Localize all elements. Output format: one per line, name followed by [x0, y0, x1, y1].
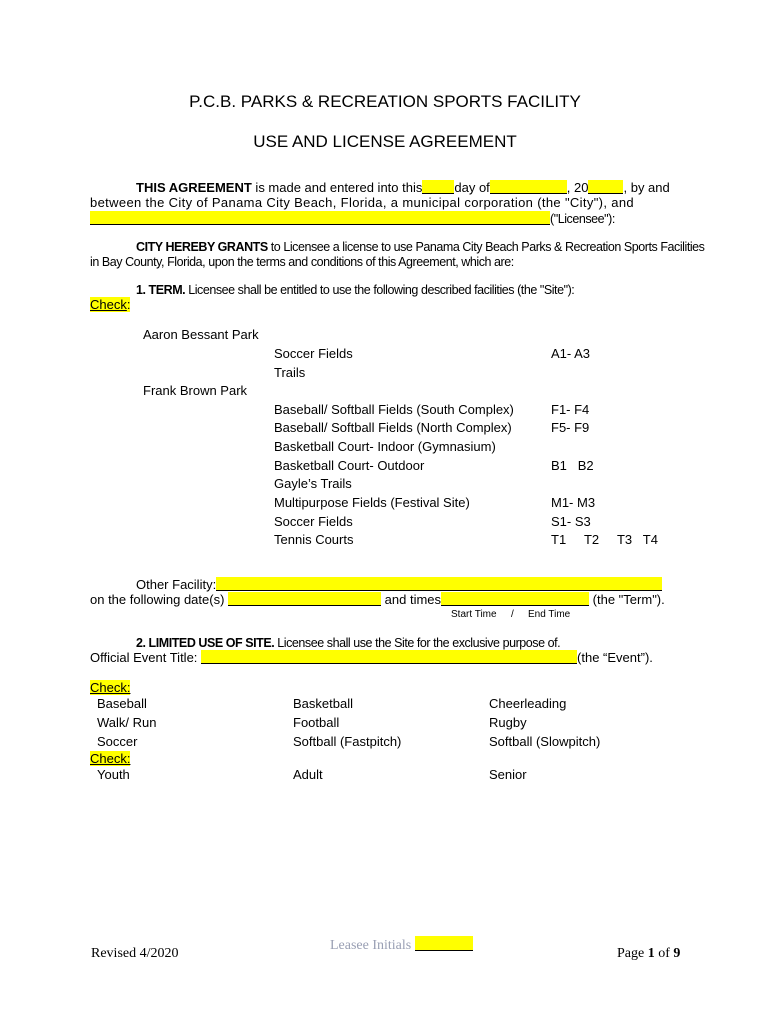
page-subtitle: USE AND LICENSE AGREEMENT [253, 132, 517, 151]
age-option[interactable]: Youth [97, 767, 130, 782]
facility-code: B1 B2 [551, 458, 594, 473]
park-name: Frank Brown Park [143, 383, 248, 398]
other-facility-label: Other Facility: [136, 577, 217, 592]
page-title: P.C.B. PARKS & RECREATION SPORTS FACILITY [189, 92, 581, 111]
month-field[interactable] [490, 180, 567, 194]
sports-check [90, 680, 130, 696]
limited-heading: 2. LIMITED USE OF SITE. [136, 636, 275, 650]
grants-text-1: to Licensee a license to use Panama City Beach Parks & Recreation Sports Facilities [267, 240, 705, 254]
dates-label: on the following date(s) [90, 592, 225, 607]
term-label: (the "Term"). [592, 592, 665, 607]
facility-code: A1- A3 [551, 346, 591, 361]
facility-code: M1- M3 [551, 495, 596, 510]
term-line [136, 282, 574, 298]
facility-name: Tennis Courts [274, 532, 354, 547]
dates-line [90, 592, 665, 608]
intro-lead: THIS AGREEMENT [136, 180, 252, 195]
intro-part4: , by and [623, 180, 670, 195]
facility-name: Soccer Fields [274, 346, 353, 361]
page-of: of [654, 946, 674, 961]
page-number [617, 946, 680, 962]
facility-name: Basketball Court- Outdoor [274, 458, 425, 473]
sport-option[interactable]: Basketball [293, 696, 353, 711]
sport-option[interactable]: Soccer [97, 734, 138, 749]
event-suffix: (the “Event”). [577, 650, 653, 665]
ages-check-label: Check: [90, 751, 131, 766]
start-time-caption: Start Time [451, 609, 497, 620]
age-option[interactable]: Senior [489, 767, 527, 782]
sport-option[interactable]: Walk/ Run [97, 715, 157, 730]
initials-line [330, 936, 473, 954]
sports-check-label: Check: [90, 680, 131, 695]
other-facility-field[interactable] [216, 577, 662, 591]
other-facility-line [136, 577, 662, 593]
limited-text: Licensee shall use the Site for the exclusive purpose of. [274, 636, 561, 650]
dates-field[interactable] [228, 592, 381, 606]
facility-name: Trails [274, 365, 306, 380]
facility-name: Multipurpose Fields (Festival Site) [274, 495, 470, 510]
term-heading: 1. TERM. [136, 283, 186, 297]
initials-label: Leasee Initials [330, 938, 412, 953]
facility-name: Soccer Fields [274, 514, 353, 529]
intro-part1: is made and entered into this [251, 180, 423, 195]
facility-name: Basketball Court- Indoor (Gymnasium) [274, 439, 496, 454]
time-slash: / [511, 609, 514, 620]
intro-part3: , 20 [566, 180, 589, 195]
term-check-label: Check [90, 297, 127, 312]
facility-name: Baseball/ Softball Fields (North Complex) [274, 420, 512, 435]
limited-line [136, 635, 560, 651]
park-name: Aaron Bessant Park [143, 327, 259, 342]
page-total: 9 [673, 946, 681, 961]
times-field[interactable] [441, 592, 589, 606]
sport-option[interactable]: Rugby [489, 715, 527, 730]
facility-name: Gayle’s Trails [274, 476, 352, 491]
page-current: 1 [647, 946, 655, 961]
year-field[interactable] [588, 180, 623, 194]
term-check: Check: [90, 297, 131, 312]
facility-code: T1 T2 T3 T4 [551, 532, 658, 547]
facility-name: Baseball/ Softball Fields (South Complex) [274, 402, 514, 417]
sport-option[interactable]: Baseball [97, 696, 147, 711]
intro-line-1 [136, 180, 670, 196]
day-field[interactable] [422, 180, 454, 194]
initials-field[interactable] [415, 936, 473, 951]
end-time-caption: End Time [528, 609, 571, 620]
licensee-name-field[interactable] [90, 211, 550, 225]
revised-date: Revised 4/2020 [91, 946, 179, 961]
event-title-label: Official Event Title: [90, 650, 198, 665]
page-prefix: Page [617, 946, 648, 961]
ages-check [90, 751, 130, 767]
sport-option[interactable]: Cheerleading [489, 696, 567, 711]
facility-code: F1- F4 [551, 402, 590, 417]
facility-code: S1- S3 [551, 514, 591, 529]
facility-code: F5- F9 [551, 420, 590, 435]
sport-option[interactable]: Football [293, 715, 340, 730]
intro-part2: day of [454, 180, 490, 195]
grants-line-2: in Bay County, Florida, upon the terms and conditions of this Agreement, which are: [90, 255, 514, 269]
age-option[interactable]: Adult [293, 767, 323, 782]
event-title-field[interactable] [201, 650, 577, 664]
sport-option[interactable]: Softball (Slowpitch) [489, 734, 601, 749]
times-label: and times [384, 592, 442, 607]
grants-bold: CITY HEREBY GRANTS [136, 240, 268, 254]
term-text: Licensee shall be entitled to use the following described facilities (the "Site"): [185, 283, 575, 297]
grants-line-1 [136, 239, 705, 255]
sport-option[interactable]: Softball (Fastpitch) [293, 734, 402, 749]
licensee-label: ("Licensee"): [550, 212, 615, 226]
intro-line-3 [90, 211, 615, 227]
event-title-line [90, 650, 653, 666]
intro-line-2: between the City of Panama City Beach, Florida, a municipal corporation (the "City"), and [90, 195, 635, 210]
